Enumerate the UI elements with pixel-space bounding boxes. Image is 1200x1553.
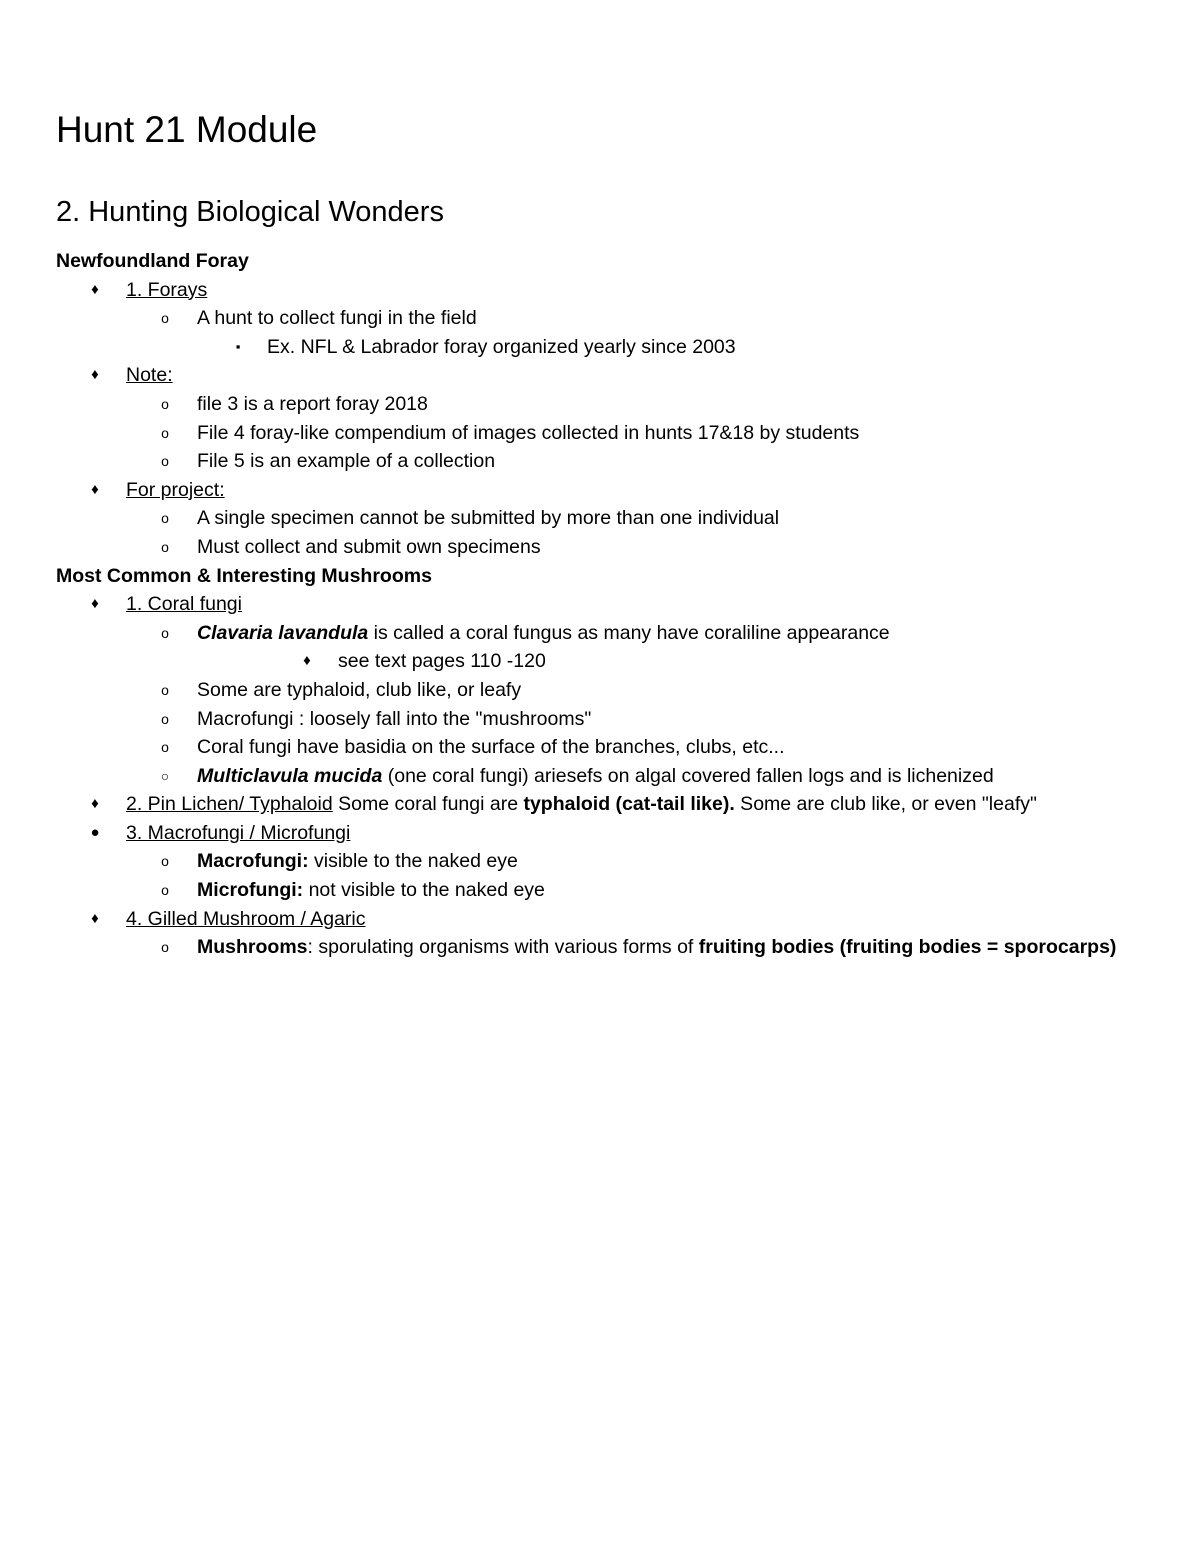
item-text: visible to the naked eye bbox=[308, 850, 518, 873]
bullet-circle-icon: ο bbox=[161, 510, 169, 527]
topic-label: 1. Forays bbox=[126, 278, 208, 301]
bullet-dot-icon: ● bbox=[90, 823, 100, 841]
topic-label: 3. Macrofungi / Microfungi bbox=[126, 821, 351, 844]
bullet-circle-icon: ο bbox=[161, 453, 169, 470]
item-text: not visible to the naked eye bbox=[303, 879, 545, 902]
bullet-circle-icon: ο bbox=[161, 739, 169, 756]
term: Macrofungi: bbox=[197, 850, 309, 873]
bullet-diamond-icon: ♦ bbox=[303, 652, 311, 670]
bullet-circle-icon: ο bbox=[161, 939, 169, 956]
list-item bbox=[56, 933, 1166, 962]
species-name: Clavaria lavandula bbox=[197, 621, 369, 644]
list-item bbox=[56, 762, 1166, 791]
list-item bbox=[56, 647, 1166, 676]
item-text: Ex. NFL & Labrador foray organized yearly since 2003 bbox=[267, 335, 736, 358]
document-title: Hunt 21 Module bbox=[56, 109, 318, 150]
list-item bbox=[56, 304, 1166, 333]
bullet-circle-icon: ο bbox=[161, 681, 169, 698]
section-title: 2. Hunting Biological Wonders bbox=[56, 196, 444, 228]
bullet-circle-icon: ο bbox=[161, 624, 169, 641]
list-item bbox=[56, 504, 1166, 533]
list-item bbox=[56, 590, 1166, 619]
item-text: A single specimen cannot be submitted by more than one individual bbox=[197, 507, 780, 530]
bullet-diamond-icon: ♦ bbox=[91, 480, 99, 498]
list-item bbox=[56, 619, 1166, 648]
bullet-circle-icon: ο bbox=[161, 310, 169, 327]
list-item bbox=[56, 847, 1166, 876]
bullet-circle-icon: ο bbox=[161, 882, 169, 899]
topic-label: Note: bbox=[126, 364, 173, 387]
list-item bbox=[56, 905, 1166, 934]
item-text: Some are club like, or even "leafy" bbox=[734, 793, 1037, 816]
list-item bbox=[56, 819, 1166, 848]
species-name: Multiclavula mucida bbox=[197, 764, 383, 787]
item-bold-text: fruiting bodies (fruiting bodies = sporocarps) bbox=[698, 936, 1117, 959]
term: Microfungi: bbox=[197, 879, 304, 902]
list-item bbox=[56, 533, 1166, 562]
bullet-diamond-icon: ♦ bbox=[91, 909, 99, 927]
bullet-circle-icon: ο bbox=[161, 395, 169, 412]
list-item bbox=[56, 333, 1166, 362]
topic-label: 2. Pin Lichen/ Typhaloid bbox=[126, 793, 333, 816]
list-item bbox=[56, 705, 1166, 734]
list-item bbox=[56, 390, 1166, 419]
item-text: File 5 is an example of a collection bbox=[197, 450, 496, 473]
item-text: Some coral fungi are bbox=[332, 793, 524, 816]
list-item bbox=[56, 790, 1166, 819]
list-item bbox=[56, 676, 1166, 705]
topic-label: For project: bbox=[126, 478, 225, 501]
list-item bbox=[56, 419, 1166, 448]
item-text: Some are typhaloid, club like, or leafy bbox=[197, 678, 522, 701]
list-item bbox=[56, 876, 1166, 905]
item-text: Must collect and submit own specimens bbox=[197, 535, 541, 558]
list-item bbox=[56, 361, 1166, 390]
item-text: see text pages 110 -120 bbox=[338, 650, 546, 673]
list-item bbox=[56, 276, 1166, 305]
topic-label: 1. Coral fungi bbox=[126, 593, 242, 616]
list-item bbox=[56, 476, 1166, 505]
item-text: (one coral fungi) ariesefs on algal covered fallen logs and is lichenized bbox=[382, 764, 994, 787]
bullet-circle-icon: ο bbox=[161, 424, 169, 441]
item-text: file 3 is a report foray 2018 bbox=[197, 392, 428, 415]
heading-common-mushrooms: Most Common & Interesting Mushrooms bbox=[56, 564, 432, 587]
bullet-circle-icon: ο bbox=[161, 538, 169, 555]
list-item bbox=[56, 447, 1166, 476]
bullet-circle-icon: ο bbox=[161, 853, 169, 870]
heading-newfoundland-foray: Newfoundland Foray bbox=[56, 250, 249, 272]
item-text: A hunt to collect fungi in the field bbox=[197, 307, 477, 330]
topic-label: 4. Gilled Mushroom / Agaric bbox=[126, 907, 366, 930]
item-text: : sporulating organisms with various forms of bbox=[307, 936, 699, 959]
item-text: File 4 foray-like compendium of images collected in hunts 17&18 by students bbox=[197, 421, 860, 444]
item-text: Macrofungi : loosely fall into the "mushrooms" bbox=[197, 707, 592, 730]
bullet-circle-icon: ο bbox=[161, 710, 169, 727]
list-item bbox=[56, 733, 1166, 762]
bullet-square-icon: ▪ bbox=[235, 338, 241, 354]
bullet-diamond-icon: ♦ bbox=[91, 280, 99, 298]
item-text: is called a coral fungus as many have coraliline appearance bbox=[368, 621, 890, 644]
item-bold-text: typhaloid (cat-tail like). bbox=[523, 793, 735, 816]
term: Mushrooms bbox=[197, 936, 308, 959]
bullet-diamond-icon: ♦ bbox=[91, 795, 99, 813]
bullet-circle-icon: ○ bbox=[160, 767, 170, 784]
bullet-diamond-icon: ♦ bbox=[91, 595, 99, 613]
bullet-diamond-icon: ♦ bbox=[91, 366, 99, 384]
item-text: Coral fungi have basidia on the surface of the branches, clubs, etc... bbox=[197, 736, 785, 759]
notes-content bbox=[56, 247, 1166, 962]
